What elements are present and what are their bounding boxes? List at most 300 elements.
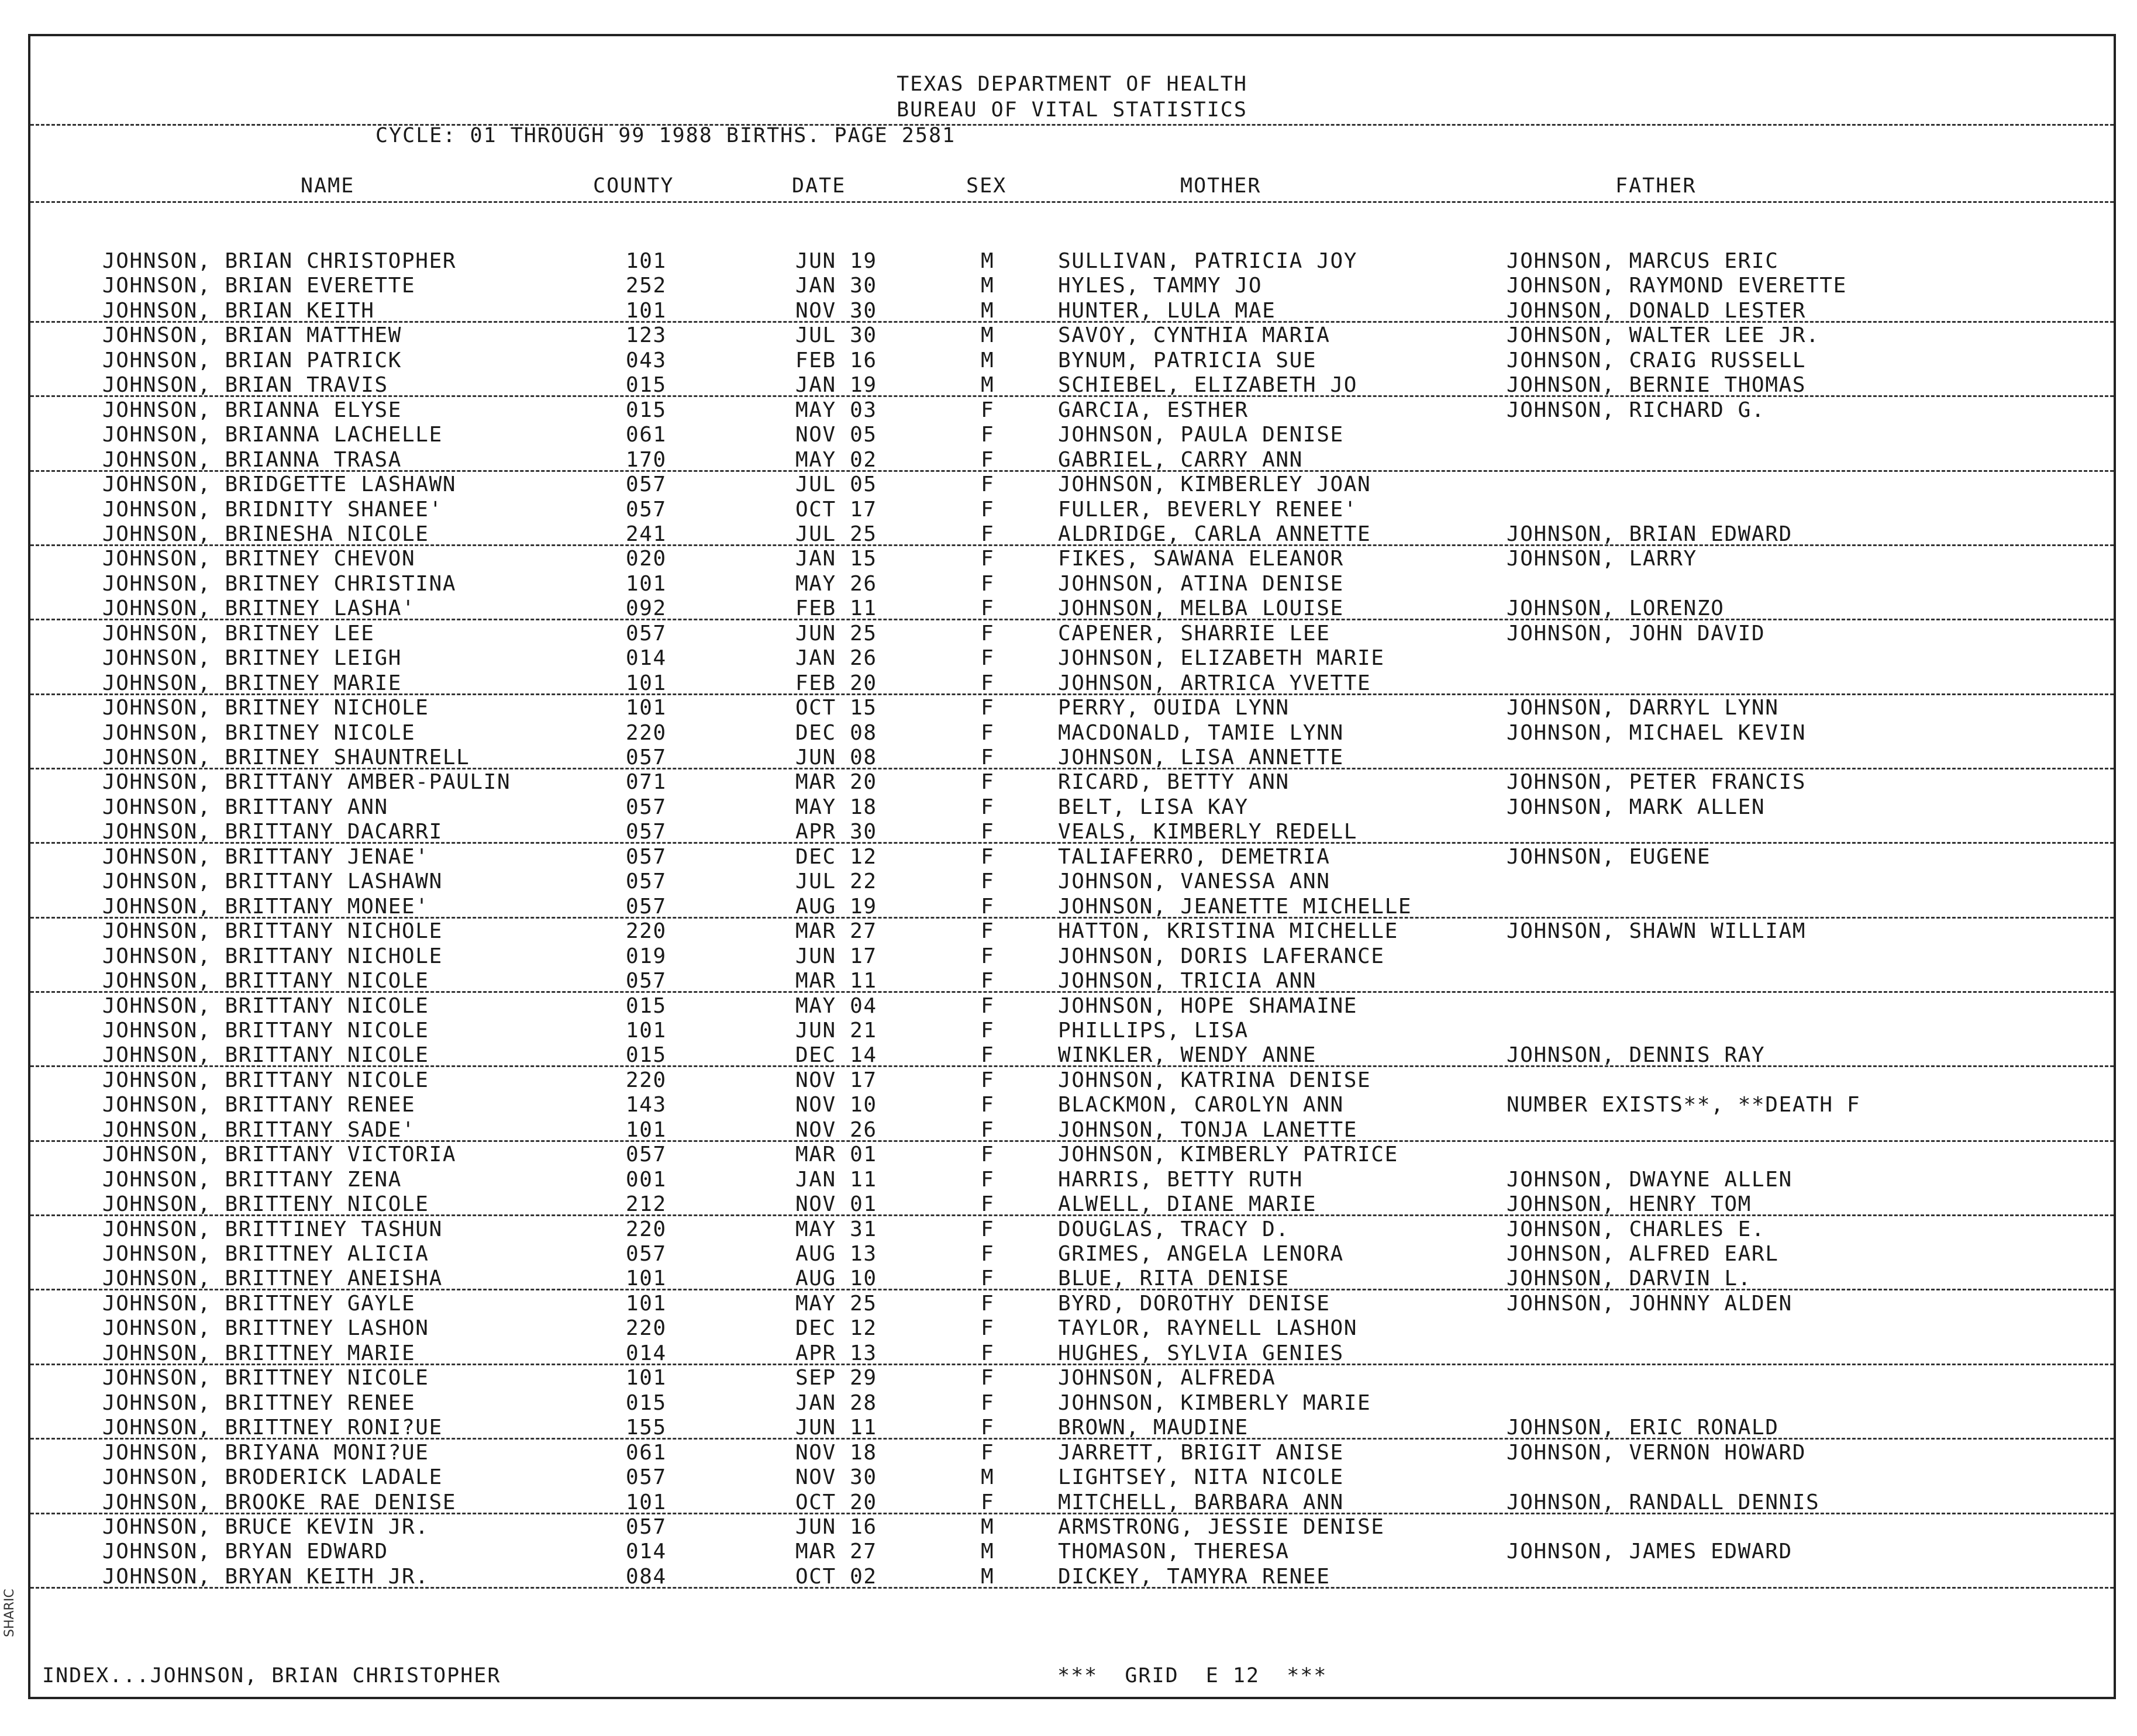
cell-county: 252 <box>626 274 667 298</box>
cell-sex: F <box>981 869 995 894</box>
cell-county: 101 <box>626 671 667 695</box>
cell-mother: JOHNSON, ALFREDA <box>1058 1366 1276 1390</box>
cell-sex: F <box>981 646 995 671</box>
cell-county: 143 <box>626 1093 667 1117</box>
cell-date: MAR 11 <box>795 969 877 993</box>
cell-name: JOHNSON, BRITTANY VICTORIA <box>102 1143 457 1167</box>
cell-sex: F <box>981 720 995 745</box>
cell-name: JOHNSON, BRITTANY LASHAWN <box>102 869 443 894</box>
cell-mother: HATTON, KRISTINA MICHELLE <box>1058 919 1398 944</box>
cell-sex: F <box>981 770 995 795</box>
row-divider <box>30 1438 2114 1440</box>
cell-county: 220 <box>626 720 667 745</box>
cell-name: JOHNSON, BRITTANY MONEE' <box>102 894 429 919</box>
cell-mother: DICKEY, TAMYRA RENEE <box>1058 1564 1331 1589</box>
col-name: NAME <box>301 174 355 198</box>
cell-county: 220 <box>626 919 667 944</box>
document-frame <box>28 34 2116 1699</box>
cell-date: MAR 27 <box>795 1540 877 1564</box>
cell-mother: HYLES, TAMMY JO <box>1058 274 1263 298</box>
cell-county: 092 <box>626 596 667 621</box>
cell-county: 101 <box>626 1018 667 1043</box>
cell-mother: MITCHELL, BARBARA ANN <box>1058 1490 1344 1514</box>
cell-county: 101 <box>626 1366 667 1390</box>
side-mark: SHARIC <box>2 1589 17 1637</box>
cell-date: DEC 14 <box>795 1043 877 1068</box>
cell-sex: F <box>981 522 995 546</box>
cycle-line: CYCLE: 01 THROUGH 99 1988 BIRTHS. PAGE 2581 <box>375 124 956 147</box>
cell-sex: F <box>981 1167 995 1192</box>
cell-county: 019 <box>626 944 667 968</box>
cell-sex: M <box>981 249 995 273</box>
cell-name: JOHNSON, BROOKE RAE DENISE <box>102 1490 457 1514</box>
cell-father: JOHNSON, DARRYL LYNN <box>1507 696 1779 720</box>
row-divider <box>30 1065 2114 1067</box>
cell-date: JUN 19 <box>795 249 877 273</box>
cell-mother: FULLER, BEVERLY RENEE' <box>1058 497 1358 522</box>
cell-date: MAY 03 <box>795 398 877 422</box>
cell-county: 155 <box>626 1416 667 1440</box>
cell-mother: HUNTER, LULA MAE <box>1058 298 1276 323</box>
cell-mother: JOHNSON, VANESSA ANN <box>1058 869 1331 894</box>
cell-father: JOHNSON, DENNIS RAY <box>1507 1043 1766 1068</box>
cell-county: 057 <box>626 844 667 869</box>
cell-mother: BELT, LISA KAY <box>1058 795 1249 819</box>
cell-mother: TAYLOR, RAYNELL LASHON <box>1058 1316 1358 1341</box>
cell-sex: F <box>981 844 995 869</box>
row-divider <box>30 768 2114 769</box>
bureau-title: BUREAU OF VITAL STATISTICS <box>897 98 1247 122</box>
cell-sex: F <box>981 547 995 571</box>
cell-mother: DOUGLAS, TRACY D. <box>1058 1217 1290 1241</box>
cell-name: JOHNSON, BRITTNEY ALICIA <box>102 1242 429 1266</box>
cell-father: JOHNSON, MARK ALLEN <box>1507 795 1766 819</box>
cell-mother: MACDONALD, TAMIE LYNN <box>1058 720 1344 745</box>
cell-date: JAN 30 <box>795 274 877 298</box>
divider <box>30 124 2114 126</box>
cell-name: JOHNSON, BRYAN EDWARD <box>102 1540 388 1564</box>
cell-father: JOHNSON, ALFRED EARL <box>1507 1242 1779 1266</box>
cell-name: JOHNSON, BRITNEY CHRISTINA <box>102 571 457 596</box>
cell-county: 101 <box>626 696 667 720</box>
cell-county: 057 <box>626 1514 667 1539</box>
cell-sex: F <box>981 1266 995 1291</box>
cell-sex: F <box>981 1366 995 1390</box>
cell-mother: GRIMES, ANGELA LENORA <box>1058 1242 1344 1266</box>
cell-date: JUL 22 <box>795 869 877 894</box>
cell-mother: HUGHES, SYLVIA GENIES <box>1058 1341 1344 1365</box>
cell-date: JUN 16 <box>795 1514 877 1539</box>
cell-date: JAN 11 <box>795 1167 877 1192</box>
cell-sex: F <box>981 398 995 422</box>
cell-date: AUG 19 <box>795 894 877 919</box>
cell-sex: F <box>981 1117 995 1142</box>
col-father: FATHER <box>1615 174 1697 198</box>
cell-father: JOHNSON, JOHNNY ALDEN <box>1507 1291 1793 1316</box>
cell-date: NOV 05 <box>795 423 877 447</box>
cell-sex: M <box>981 1540 995 1564</box>
divider <box>30 201 2114 203</box>
cell-father: NUMBER EXISTS**, **DEATH F <box>1507 1093 1861 1117</box>
cell-name: JOHNSON, BRYAN KEITH JR. <box>102 1564 429 1589</box>
cell-mother: WINKLER, WENDY ANNE <box>1058 1043 1317 1068</box>
cell-mother: JOHNSON, LISA ANNETTE <box>1058 746 1344 769</box>
cell-name: JOHNSON, BRITTANY NICOLE <box>102 969 429 993</box>
cell-date: JUN 21 <box>795 1018 877 1043</box>
cell-mother: BLACKMON, CAROLYN ANN <box>1058 1093 1344 1117</box>
cell-mother: BROWN, MAUDINE <box>1058 1416 1249 1440</box>
row-divider <box>30 991 2114 993</box>
cell-name: JOHNSON, BRITTNEY MARIE <box>102 1341 416 1365</box>
cell-father: JOHNSON, JOHN DAVID <box>1507 621 1766 646</box>
cell-sex: M <box>981 323 995 348</box>
cell-father: JOHNSON, DWAYNE ALLEN <box>1507 1167 1793 1192</box>
cell-sex: F <box>981 746 995 769</box>
cell-date: NOV 30 <box>795 298 877 323</box>
cell-mother: JOHNSON, MELBA LOUISE <box>1058 596 1344 621</box>
cell-mother: BYRD, DOROTHY DENISE <box>1058 1291 1331 1316</box>
cell-mother: JARRETT, BRIGIT ANISE <box>1058 1440 1344 1465</box>
cell-father: JOHNSON, JAMES EDWARD <box>1507 1540 1793 1564</box>
cell-father: JOHNSON, RANDALL DENNIS <box>1507 1490 1820 1514</box>
cell-father: JOHNSON, HENRY TOM <box>1507 1192 1752 1217</box>
cell-sex: M <box>981 274 995 298</box>
cell-date: MAR 01 <box>795 1143 877 1167</box>
row-divider <box>30 693 2114 695</box>
cell-date: JUL 30 <box>795 323 877 348</box>
cell-name: JOHNSON, BRIYANA MONI?UE <box>102 1440 429 1465</box>
cell-mother: PERRY, OUIDA LYNN <box>1058 696 1290 720</box>
cell-father: JOHNSON, SHAWN WILLIAM <box>1507 919 1807 944</box>
row-divider <box>30 321 2114 323</box>
cell-date: NOV 17 <box>795 1068 877 1092</box>
cell-name: JOHNSON, BRITTANY RENEE <box>102 1093 416 1117</box>
cell-date: DEC 12 <box>795 1316 877 1341</box>
cell-county: 057 <box>626 969 667 993</box>
cell-county: 220 <box>626 1316 667 1341</box>
cell-name: JOHNSON, BRIDNITY SHANEE' <box>102 497 443 522</box>
cell-mother: SULLIVAN, PATRICIA JOY <box>1058 249 1358 273</box>
cell-father: JOHNSON, PETER FRANCIS <box>1507 770 1807 795</box>
cell-date: NOV 18 <box>795 1440 877 1465</box>
cell-sex: F <box>981 596 995 621</box>
cell-name: JOHNSON, BRITTANY JENAE' <box>102 844 429 869</box>
cell-county: 001 <box>626 1167 667 1192</box>
cell-mother: JOHNSON, KIMBERLEY JOAN <box>1058 472 1371 497</box>
cell-county: 057 <box>626 497 667 522</box>
row-divider <box>30 842 2114 844</box>
cell-date: JUL 25 <box>795 522 877 546</box>
cell-date: MAY 25 <box>795 1291 877 1316</box>
cell-county: 020 <box>626 547 667 571</box>
row-divider <box>30 917 2114 919</box>
col-mother: MOTHER <box>1180 174 1261 198</box>
index-line: INDEX...JOHNSON, BRIAN CHRISTOPHER <box>42 1664 501 1687</box>
cell-sex: F <box>981 1242 995 1266</box>
cell-mother: JOHNSON, HOPE SHAMAINE <box>1058 993 1358 1018</box>
cell-mother: JOHNSON, ATINA DENISE <box>1058 571 1344 596</box>
cell-county: 220 <box>626 1217 667 1241</box>
cell-name: JOHNSON, BRITTNEY RENEE <box>102 1390 416 1415</box>
cell-county: 014 <box>626 646 667 671</box>
cell-date: DEC 12 <box>795 844 877 869</box>
cell-sex: M <box>981 373 995 398</box>
cell-name: JOHNSON, BRODERICK LADALE <box>102 1465 443 1490</box>
cell-date: NOV 10 <box>795 1093 877 1117</box>
agency-title: TEXAS DEPARTMENT OF HEALTH <box>897 73 1247 96</box>
cell-father: JOHNSON, MICHAEL KEVIN <box>1507 720 1807 745</box>
cell-date: APR 30 <box>795 820 877 844</box>
cell-sex: F <box>981 1440 995 1465</box>
grid-line: *** GRID E 12 *** <box>1057 1664 1328 1687</box>
row-divider <box>30 619 2114 620</box>
cell-name: JOHNSON, BRITNEY LEIGH <box>102 646 402 671</box>
cell-name: JOHNSON, BRITTNEY RONI?UE <box>102 1416 443 1440</box>
cell-county: 123 <box>626 323 667 348</box>
cell-county: 057 <box>626 1242 667 1266</box>
cell-date: JUN 25 <box>795 621 877 646</box>
cell-sex: F <box>981 571 995 596</box>
row-divider <box>30 1289 2114 1290</box>
cell-father: JOHNSON, RICHARD G. <box>1507 398 1766 422</box>
cell-name: JOHNSON, BRITTNEY ANEISHA <box>102 1266 443 1291</box>
cell-name: JOHNSON, BRITNEY MARIE <box>102 671 402 695</box>
cell-mother: FIKES, SAWANA ELEANOR <box>1058 547 1344 571</box>
cell-father: JOHNSON, DONALD LESTER <box>1507 298 1807 323</box>
cell-father: JOHNSON, BERNIE THOMAS <box>1507 373 1807 398</box>
cell-mother: JOHNSON, ARTRICA YVETTE <box>1058 671 1371 695</box>
cell-name: JOHNSON, BRITNEY LASHA' <box>102 596 416 621</box>
cell-sex: F <box>981 472 995 497</box>
cell-mother: JOHNSON, JEANETTE MICHELLE <box>1058 894 1412 919</box>
cell-name: JOHNSON, BRITNEY LEE <box>102 621 375 646</box>
cell-sex: F <box>981 671 995 695</box>
cell-county: 015 <box>626 373 667 398</box>
cell-county: 015 <box>626 993 667 1018</box>
cell-mother: PHILLIPS, LISA <box>1058 1018 1249 1043</box>
cell-county: 220 <box>626 1068 667 1092</box>
cell-father: JOHNSON, LORENZO <box>1507 596 1725 621</box>
cell-father: JOHNSON, MARCUS ERIC <box>1507 249 1779 273</box>
cell-mother: JOHNSON, TONJA LANETTE <box>1058 1117 1358 1142</box>
cell-sex: F <box>981 1416 995 1440</box>
row-divider <box>30 1364 2114 1365</box>
row-divider <box>30 470 2114 472</box>
cell-county: 015 <box>626 398 667 422</box>
cell-father: JOHNSON, ERIC RONALD <box>1507 1416 1779 1440</box>
cell-date: JUN 17 <box>795 944 877 968</box>
col-sex: SEX <box>966 174 1007 198</box>
cell-sex: F <box>981 993 995 1018</box>
cell-name: JOHNSON, BRIAN TRAVIS <box>102 373 388 398</box>
cell-sex: F <box>981 969 995 993</box>
cell-date: OCT 17 <box>795 497 877 522</box>
cell-sex: M <box>981 1465 995 1490</box>
row-divider <box>30 1214 2114 1216</box>
cell-county: 057 <box>626 1143 667 1167</box>
cell-sex: F <box>981 795 995 819</box>
cell-mother: TALIAFERRO, DEMETRIA <box>1058 844 1331 869</box>
cell-county: 084 <box>626 1564 667 1589</box>
cell-name: JOHNSON, BRITNEY CHEVON <box>102 547 416 571</box>
cell-name: JOHNSON, BRITTNEY GAYLE <box>102 1291 416 1316</box>
cell-name: JOHNSON, BRITTANY NICOLE <box>102 1018 429 1043</box>
cell-county: 101 <box>626 249 667 273</box>
row-divider <box>30 544 2114 546</box>
cell-date: OCT 02 <box>795 1564 877 1589</box>
cell-sex: F <box>981 1192 995 1217</box>
cell-name: JOHNSON, BRITTINEY TASHUN <box>102 1217 443 1241</box>
cell-mother: GABRIEL, CARRY ANN <box>1058 447 1303 472</box>
cell-county: 057 <box>626 820 667 844</box>
cell-county: 101 <box>626 1266 667 1291</box>
cell-sex: F <box>981 820 995 844</box>
cell-mother: JOHNSON, ELIZABETH MARIE <box>1058 646 1385 671</box>
cell-name: JOHNSON, BRUCE KEVIN JR. <box>102 1514 429 1539</box>
cell-mother: ARMSTRONG, JESSIE DENISE <box>1058 1514 1385 1539</box>
cell-sex: M <box>981 1514 995 1539</box>
cell-mother: ALDRIDGE, CARLA ANNETTE <box>1058 522 1371 546</box>
cell-sex: F <box>981 1018 995 1043</box>
cell-mother: SAVOY, CYNTHIA MARIA <box>1058 323 1331 348</box>
cell-mother: SCHIEBEL, ELIZABETH JO <box>1058 373 1358 398</box>
cell-name: JOHNSON, BRITTANY NICHOLE <box>102 919 443 944</box>
cell-sex: F <box>981 944 995 968</box>
row-divider <box>30 1513 2114 1514</box>
cell-county: 057 <box>626 746 667 769</box>
cell-mother: GARCIA, ESTHER <box>1058 398 1249 422</box>
cell-name: JOHNSON, BRITNEY SHAUNTRELL <box>102 746 470 769</box>
cell-name: JOHNSON, BRIANNA TRASA <box>102 447 402 472</box>
cell-date: MAY 18 <box>795 795 877 819</box>
cell-mother: JOHNSON, TRICIA ANN <box>1058 969 1317 993</box>
cell-county: 170 <box>626 447 667 472</box>
cell-name: JOHNSON, BRITTANY ANN <box>102 795 388 819</box>
cell-sex: F <box>981 1093 995 1117</box>
cell-county: 015 <box>626 1390 667 1415</box>
cell-county: 057 <box>626 894 667 919</box>
cell-name: JOHNSON, BRIAN CHRISTOPHER <box>102 249 457 273</box>
cell-name: JOHNSON, BRIANNA LACHELLE <box>102 423 443 447</box>
cell-sex: M <box>981 298 995 323</box>
cell-date: MAY 31 <box>795 1217 877 1241</box>
cell-mother: ALWELL, DIANE MARIE <box>1058 1192 1317 1217</box>
cell-name: JOHNSON, BRITTANY NICOLE <box>102 1068 429 1092</box>
col-date: DATE <box>792 174 846 198</box>
cell-county: 057 <box>626 795 667 819</box>
cell-date: JUN 11 <box>795 1416 877 1440</box>
cell-name: JOHNSON, BRITTANY NICOLE <box>102 993 429 1018</box>
cell-date: NOV 01 <box>795 1192 877 1217</box>
cell-sex: F <box>981 894 995 919</box>
cell-sex: F <box>981 621 995 646</box>
cell-sex: F <box>981 1390 995 1415</box>
cell-father: JOHNSON, RAYMOND EVERETTE <box>1507 274 1847 298</box>
cell-sex: F <box>981 1143 995 1167</box>
cell-name: JOHNSON, BRITTNEY LASHON <box>102 1316 429 1341</box>
cell-mother: JOHNSON, PAULA DENISE <box>1058 423 1344 447</box>
cell-mother: JOHNSON, KIMBERLY PATRICE <box>1058 1143 1398 1167</box>
cell-date: MAY 04 <box>795 993 877 1018</box>
cell-county: 101 <box>626 298 667 323</box>
cell-mother: RICARD, BETTY ANN <box>1058 770 1290 795</box>
cell-mother: THOMASON, THERESA <box>1058 1540 1290 1564</box>
cell-date: MAR 20 <box>795 770 877 795</box>
cell-county: 101 <box>626 571 667 596</box>
cell-date: JAN 15 <box>795 547 877 571</box>
cell-mother: BLUE, RITA DENISE <box>1058 1266 1290 1291</box>
cell-date: OCT 20 <box>795 1490 877 1514</box>
cell-date: JUN 08 <box>795 746 877 769</box>
cell-mother: JOHNSON, KATRINA DENISE <box>1058 1068 1371 1092</box>
cell-sex: F <box>981 696 995 720</box>
cell-sex: F <box>981 1316 995 1341</box>
cell-date: OCT 15 <box>795 696 877 720</box>
cell-sex: M <box>981 1564 995 1589</box>
cell-name: JOHNSON, BRIAN EVERETTE <box>102 274 416 298</box>
cell-mother: JOHNSON, KIMBERLY MARIE <box>1058 1390 1371 1415</box>
cell-sex: F <box>981 1068 995 1092</box>
cell-name: JOHNSON, BRIAN MATTHEW <box>102 323 402 348</box>
cell-date: MAY 26 <box>795 571 877 596</box>
cell-date: SEP 29 <box>795 1366 877 1390</box>
cell-date: AUG 13 <box>795 1242 877 1266</box>
cell-county: 061 <box>626 423 667 447</box>
cell-name: JOHNSON, BRITTNEY NICOLE <box>102 1366 429 1390</box>
cell-date: NOV 26 <box>795 1117 877 1142</box>
cell-name: JOHNSON, BRIAN KEITH <box>102 298 375 323</box>
cell-sex: F <box>981 1291 995 1316</box>
cell-sex: F <box>981 1217 995 1241</box>
cell-county: 057 <box>626 621 667 646</box>
row-divider <box>30 1587 2114 1589</box>
cell-county: 057 <box>626 1465 667 1490</box>
cell-name: JOHNSON, BRITTANY AMBER-PAULIN <box>102 770 511 795</box>
cell-date: FEB 20 <box>795 671 877 695</box>
cell-name: JOHNSON, BRITTANY SADE' <box>102 1117 416 1142</box>
cell-date: APR 13 <box>795 1341 877 1365</box>
cell-sex: M <box>981 348 995 372</box>
cell-name: JOHNSON, BRITNEY NICHOLE <box>102 696 429 720</box>
cell-date: JAN 28 <box>795 1390 877 1415</box>
cell-mother: JOHNSON, DORIS LAFERANCE <box>1058 944 1385 968</box>
cell-name: JOHNSON, BRITTANY NICHOLE <box>102 944 443 968</box>
cell-county: 061 <box>626 1440 667 1465</box>
cell-name: JOHNSON, BRIDGETTE LASHAWN <box>102 472 457 497</box>
cell-date: JAN 19 <box>795 373 877 398</box>
cell-county: 101 <box>626 1490 667 1514</box>
cell-date: NOV 30 <box>795 1465 877 1490</box>
cell-county: 014 <box>626 1341 667 1365</box>
cell-sex: F <box>981 1341 995 1365</box>
cell-county: 212 <box>626 1192 667 1217</box>
cell-county: 014 <box>626 1540 667 1564</box>
cell-county: 015 <box>626 1043 667 1068</box>
cell-name: JOHNSON, BRIAN PATRICK <box>102 348 402 372</box>
cell-sex: F <box>981 423 995 447</box>
cell-sex: F <box>981 1043 995 1068</box>
cell-mother: VEALS, KIMBERLY REDELL <box>1058 820 1358 844</box>
cell-name: JOHNSON, BRITTANY NICOLE <box>102 1043 429 1068</box>
row-divider <box>30 395 2114 397</box>
cell-date: MAR 27 <box>795 919 877 944</box>
cell-county: 101 <box>626 1291 667 1316</box>
cell-mother: LIGHTSEY, NITA NICOLE <box>1058 1465 1344 1490</box>
cell-father: JOHNSON, LARRY <box>1507 547 1697 571</box>
cell-county: 071 <box>626 770 667 795</box>
cell-name: JOHNSON, BRITTANY DACARRI <box>102 820 443 844</box>
cell-name: JOHNSON, BRITTANY ZENA <box>102 1167 402 1192</box>
